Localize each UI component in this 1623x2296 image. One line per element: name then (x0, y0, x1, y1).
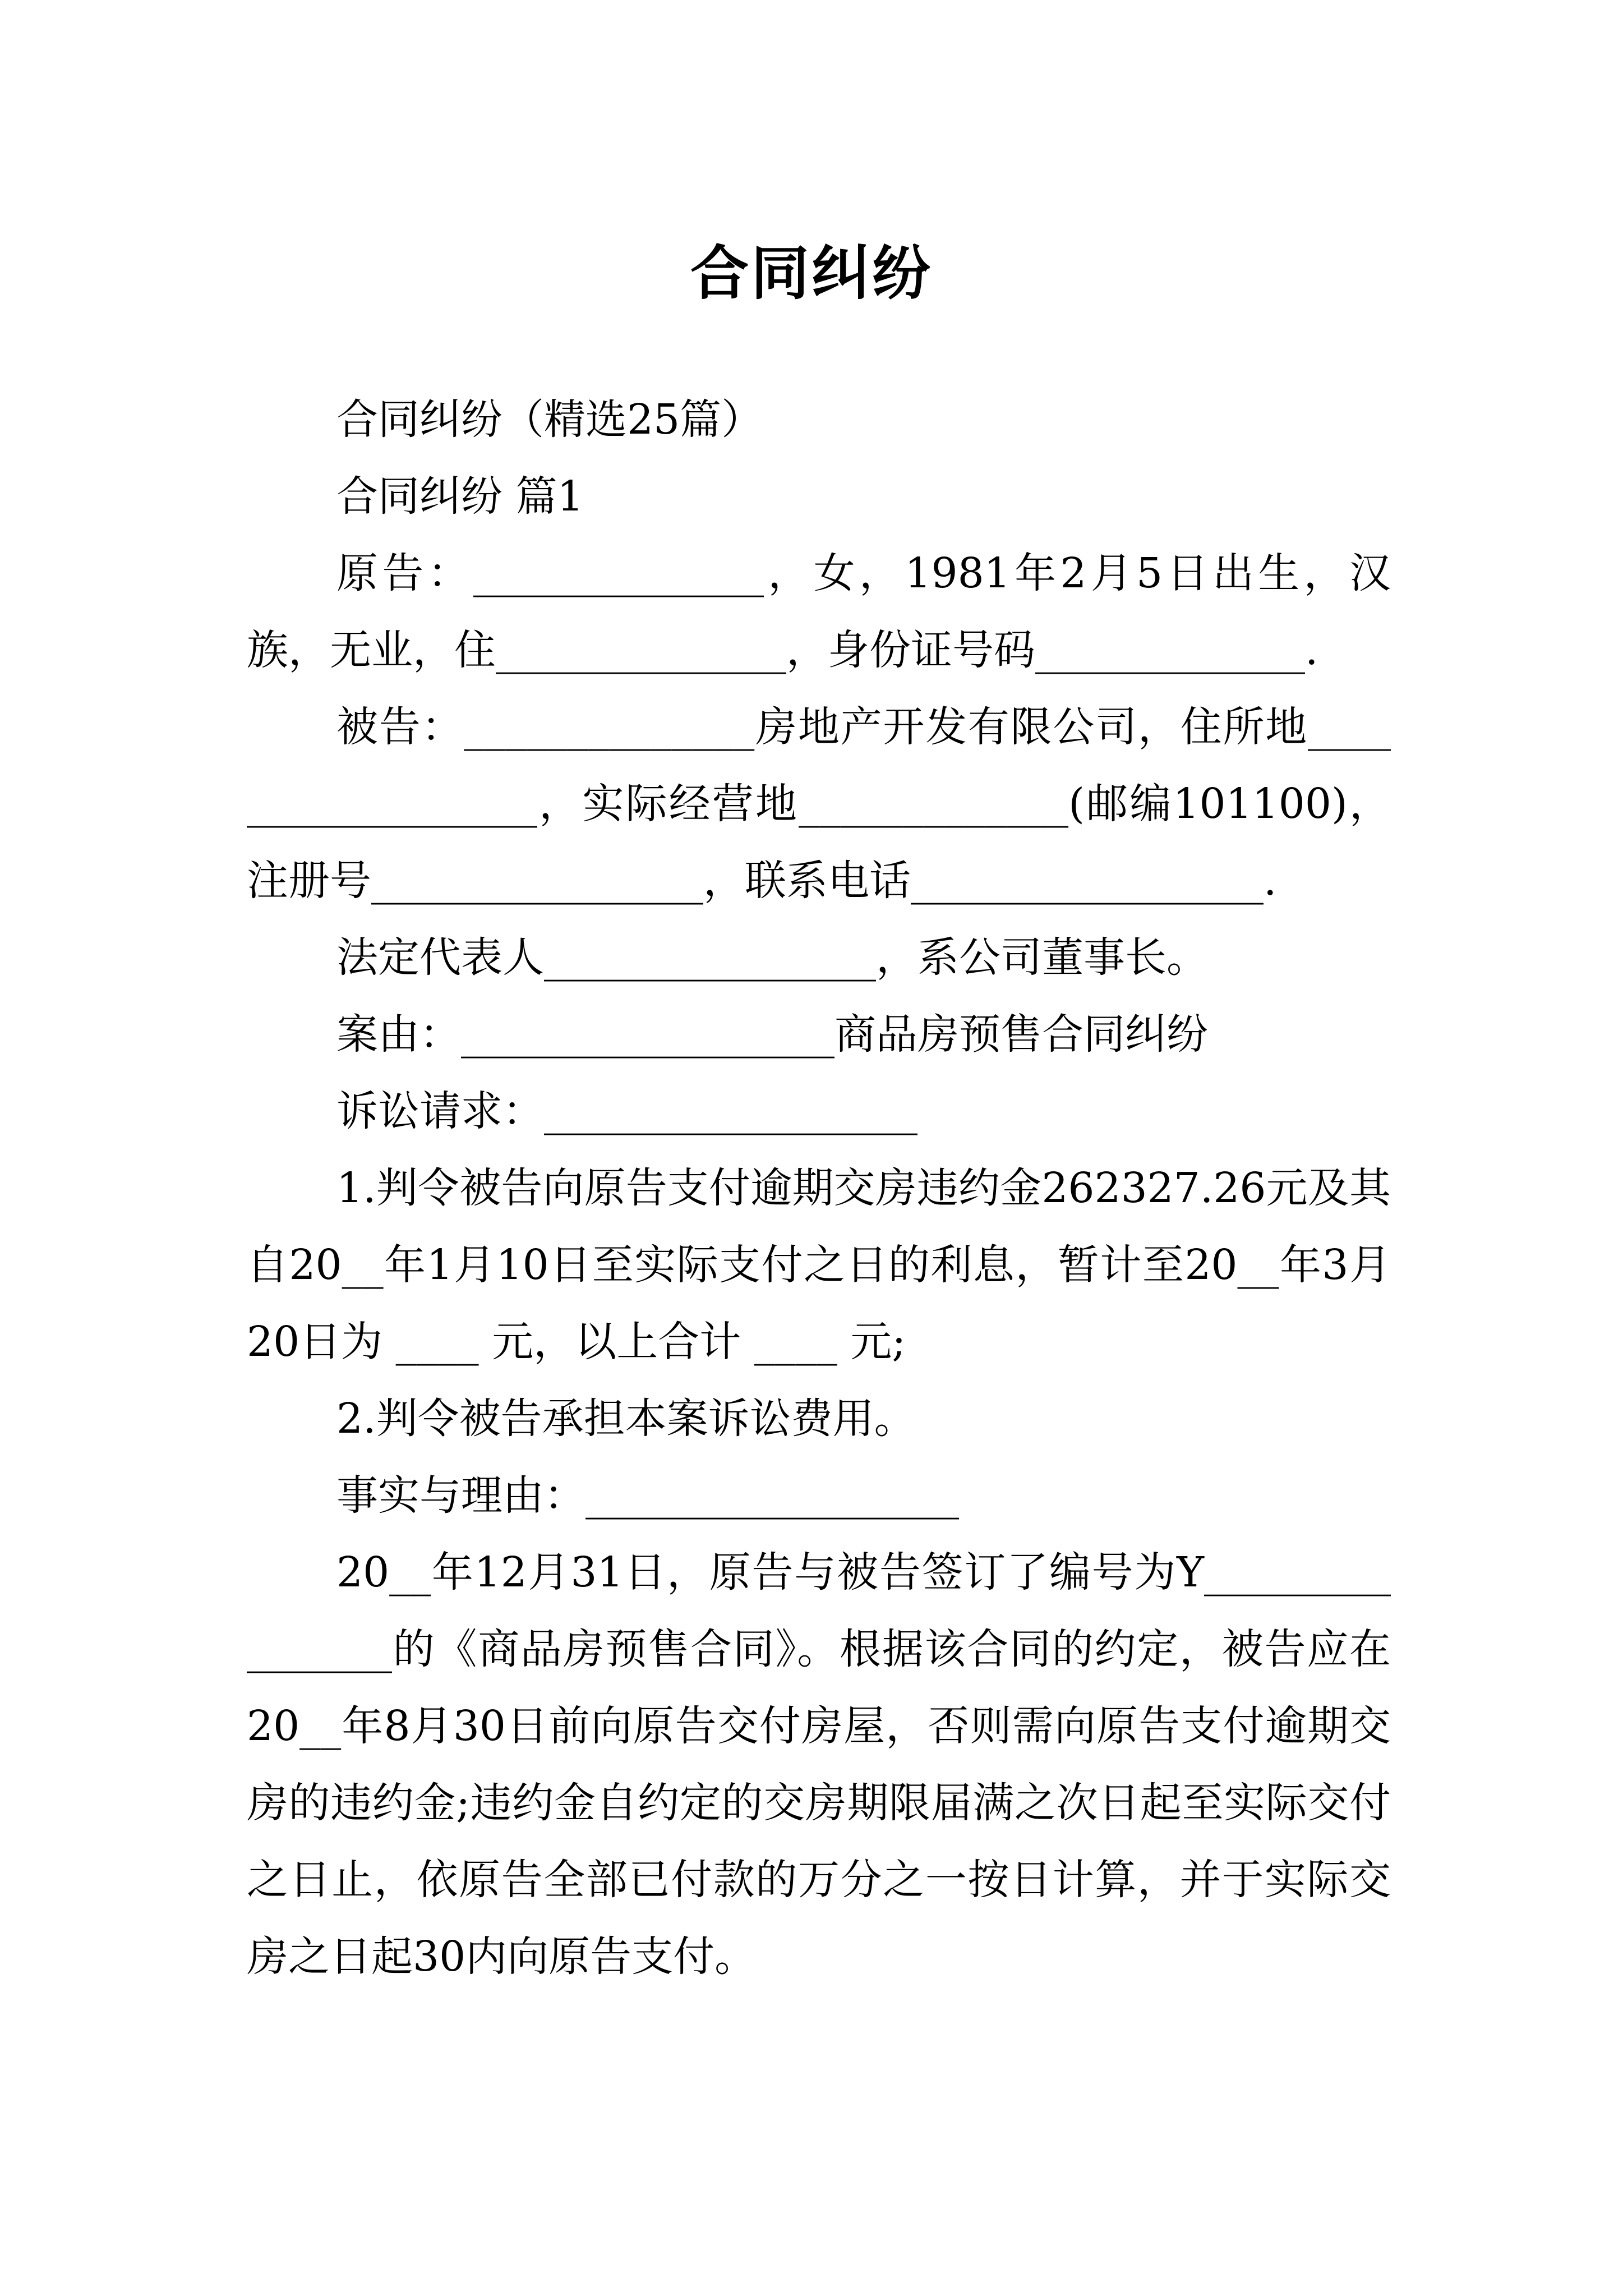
facts-heading: 事实与理由：__________________ (336, 1471, 959, 1520)
plaintiff-paragraph: 原告：______________，女，1981年2月5日出生，汉族，无业，住______________，身份证号码_____________. (247, 549, 1391, 674)
section-heading: 合同纠纷 篇1 (336, 472, 584, 521)
claim-item-2: 2.判令被告承担本案诉讼费用。 (336, 1395, 916, 1443)
legal-representative-paragraph: 法定代表人________________，系公司董事长。 (336, 933, 1208, 982)
defendant-paragraph: 被告：______________房地产开发有限公司，住所地__________________，实际经营地_____________(邮编101100)，注册号________________，联系电话_________________. (247, 703, 1391, 905)
case-cause-paragraph: 案由：__________________商品房预售合同纠纷 (336, 1010, 1208, 1059)
document-title: 合同纠纷 (690, 238, 933, 307)
claims-heading: 诉讼请求：__________________ (336, 1087, 917, 1135)
claim-item-1: 1.判令被告向原告支付逾期交房违约金262327.26元及其自20__年1月10日至实际支付之日的利息，暂计至20__年3月20日为 ____ 元，以上合计 ____ 元; (247, 1164, 1391, 1366)
document-body (247, 381, 1391, 1995)
facts-paragraph: 20__年12月31日，原告与被告签订了编号为Y________________的《商品房预售合同》。根据该合同的约定，被告应在20__年8月30日前向原告交付房屋，否则需向原告支付逾期交房的违约金;违约金自约定的交房期限届满之次日起至实际交付之日止，依原告全部已付款的万分之一按日计算，并于实际交房之日起30内向原告支付。 (247, 1548, 1391, 1981)
subtitle: 合同纠纷（精选25篇） (336, 395, 763, 444)
